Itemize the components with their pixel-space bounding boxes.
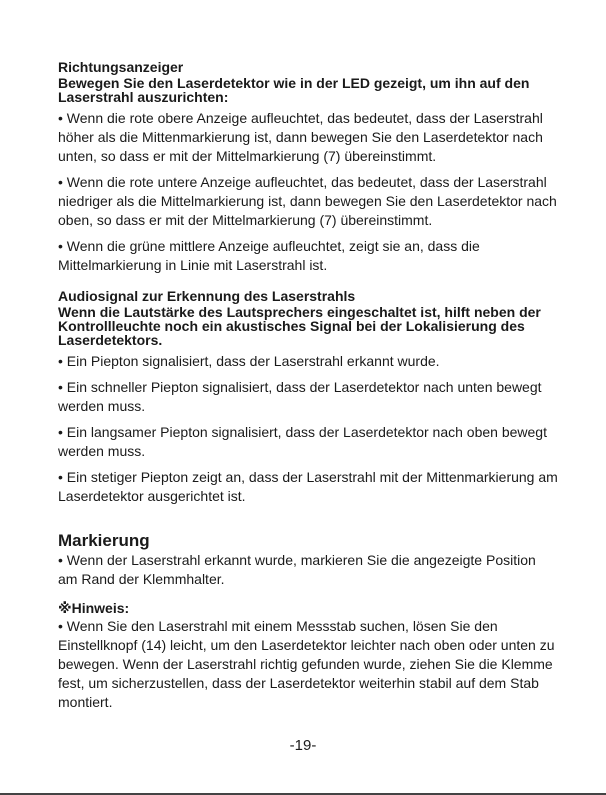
note-paragraph: • Wenn Sie den Laserstrahl mit einem Messstab suchen, lösen Sie den Einstellknopf (14) leicht, um den Laserdetektor leichter nach oben oder unten zu bewegen. Wenn der Laserstrahl richtig gefunden wurde, ziehen Sie die Klemme fest, um sicherzustellen, dass der Laserdetektor weiterhin stabil auf dem Stab montiert. [58, 618, 555, 710]
bullet-paragraph: • Ein schneller Piepton signalisiert, dass der Laserdetektor nach unten bewegt werden muss. [58, 379, 542, 414]
section-title: Richtungsanzeiger [58, 59, 184, 75]
bullet-paragraph: • Wenn die grüne mittlere Anzeige aufleuchtet, zeigt sie an, dass die Mittelmarkierung in Linie mit Laserstrahl ist. [58, 238, 480, 273]
note-title: ※Hinweis: [58, 600, 130, 616]
section-title: Markierung [58, 531, 150, 550]
section-audio-signal [58, 288, 558, 506]
bullet-paragraph: • Wenn der Laserstrahl erkannt wurde, markieren Sie die angezeigte Position am Rand der Klemmhalter. [58, 552, 536, 587]
page-number: -19- [289, 737, 317, 754]
section-subtitle: Bewegen Sie den Laserdetektor wie in der LED gezeigt, um ihn auf den Laserstrahl auszurichten: [58, 75, 530, 105]
bullet-paragraph: • Ein Piepton signalisiert, dass der Laserstrahl erkannt wurde. [58, 353, 440, 369]
section-marking [58, 531, 558, 589]
bullet-paragraph: • Wenn die rote untere Anzeige aufleuchtet, das bedeutet, dass der Laserstrahl niedriger als die Mittelmarkierung ist, dann bewegen Sie den Laserdetektor nach oben, so dass er mit der Mittelmarkierung (7) übereinstimmt. [58, 174, 557, 228]
bullet-paragraph: • Ein langsamer Piepton signalisiert, dass der Laserdetektor nach oben bewegt werden muss. [58, 424, 547, 459]
section-note [58, 599, 558, 712]
section-title: Audiosignal zur Erkennung des Laserstrahls [58, 288, 356, 304]
bullet-paragraph: • Wenn die rote obere Anzeige aufleuchtet, das bedeutet, dass der Laserstrahl höher als die Mittenmarkierung ist, dann bewegen Sie den Laserdetektor nach unten, so dass er mit der Mittelmarkierung (7) übereinstimmt. [58, 110, 543, 164]
section-subtitle: Wenn die Lautstärke des Lautsprechers eingeschaltet ist, hilft neben der Kontrollleuchte noch ein akustisches Signal bei der Lokalisierung des Laserdetektors. [58, 304, 541, 348]
bullet-paragraph: • Ein stetiger Piepton zeigt an, dass der Laserstrahl mit der Mittenmarkierung am Laserdetektor ausgerichtet ist. [58, 469, 558, 504]
section-direction-indicator [58, 59, 558, 275]
manual-page [58, 59, 558, 719]
